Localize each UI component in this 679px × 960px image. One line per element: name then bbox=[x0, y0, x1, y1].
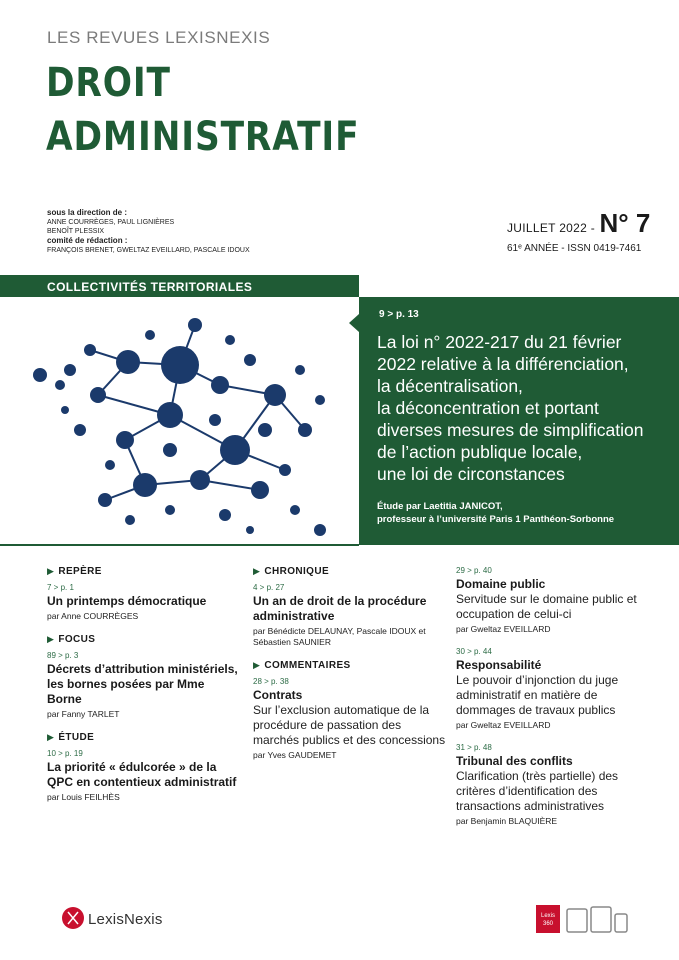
headline-line: diverses mesures de simplification bbox=[377, 420, 644, 440]
lexisnexis-logo-icon bbox=[60, 905, 86, 931]
feature-headline bbox=[377, 331, 677, 485]
journal-title-line1: DROIT bbox=[46, 60, 171, 106]
headline-line: 2022 relative à la différenciation, bbox=[377, 354, 629, 374]
item-author: par Louis FEILHÈS bbox=[47, 792, 120, 802]
feature-panel bbox=[359, 297, 679, 545]
item-author: par Yves GAUDEMET bbox=[253, 750, 337, 760]
editorial-direction bbox=[47, 208, 250, 255]
page-ref: 31 > p. 48 bbox=[456, 743, 492, 752]
section-label: ÉTUDE bbox=[58, 732, 95, 743]
feature-section: COLLECTIVITÉS TERRITORIALES bbox=[47, 280, 253, 294]
triangle-right-icon: ▶ bbox=[47, 732, 55, 742]
item-description: Le pouvoir d’injonction du juge administratif en matière de dommages de travaux publics bbox=[456, 673, 619, 717]
direction-names: ANNE COURRÈGES, PAUL LIGNIÈRES bbox=[47, 219, 175, 226]
item-description: Servitude sur le domaine public et occupation de celui-ci bbox=[456, 592, 637, 621]
section-heading bbox=[47, 634, 242, 645]
item-description: Sur l’exclusion automatique de la procédure de passation des marchés publics et des concessions bbox=[253, 703, 446, 747]
page-ref: 30 > p. 44 bbox=[456, 647, 492, 656]
triangle-right-icon: ▶ bbox=[47, 634, 55, 644]
feature-byline bbox=[377, 500, 614, 526]
item-author: par Benjamin BLAQUIÈRE bbox=[456, 816, 558, 826]
item-title: Décrets d’attribution ministériels, les bornes posées par Mme Borne bbox=[47, 662, 238, 706]
lexis360-badge bbox=[536, 905, 560, 933]
contents-column-3 bbox=[456, 566, 656, 839]
badge-line: 360 bbox=[542, 921, 553, 927]
contents-item[interactable] bbox=[456, 743, 656, 827]
item-title: Un printemps démocratique bbox=[47, 594, 207, 608]
page-ref: 28 > p. 38 bbox=[253, 677, 289, 686]
contents-item[interactable] bbox=[47, 583, 242, 622]
item-author: par Gweltaz EVEILLARD bbox=[456, 720, 551, 730]
item-title: Responsabilité bbox=[456, 658, 542, 672]
item-title: Domaine public bbox=[456, 577, 546, 591]
section-heading bbox=[47, 732, 242, 743]
item-title: Tribunal des conflits bbox=[456, 754, 573, 768]
contents-item[interactable] bbox=[47, 749, 242, 803]
issue-month: JUILLET 2022 - bbox=[507, 221, 596, 235]
section-label: FOCUS bbox=[58, 634, 96, 645]
contents-column-2 bbox=[253, 566, 448, 773]
section-heading bbox=[253, 566, 448, 577]
france-network-illustration bbox=[20, 300, 340, 540]
triangle-right-icon: ▶ bbox=[253, 660, 261, 670]
contents-item[interactable] bbox=[456, 566, 656, 635]
item-author: par Bénédicte DELAUNAY, Pascale IDOUX et Sébastien SAUNIER bbox=[253, 626, 426, 647]
triangle-right-icon: ▶ bbox=[47, 566, 55, 576]
committee-names: FRANÇOIS BRENET, GWELTAZ EVEILLARD, PASCALE IDOUX bbox=[47, 247, 250, 254]
committee-label: comité de rédaction : bbox=[47, 236, 128, 245]
section-label: COMMENTAIRES bbox=[264, 660, 351, 671]
section-heading bbox=[253, 660, 448, 671]
feature-page-ref: 9 > p. 13 bbox=[379, 309, 419, 320]
item-title: La priorité « édulcorée » de la QPC en contentieux administratif bbox=[47, 760, 237, 789]
byline-affiliation: professeur à l’université Paris 1 Panthéon-Sorbonne bbox=[377, 514, 615, 525]
issue-number: N° 7 bbox=[599, 208, 651, 238]
item-title: Un an de droit de la procédure administrative bbox=[253, 594, 427, 623]
item-description: Clarification (très partielle) des critères d’identification des transactions administratives bbox=[456, 769, 619, 813]
contents-item[interactable] bbox=[253, 583, 448, 648]
issue-info bbox=[507, 208, 650, 239]
section-label: CHRONIQUE bbox=[264, 566, 330, 577]
journal-title-line2: ADMINISTRATIF bbox=[46, 114, 360, 160]
triangle-right-icon: ▶ bbox=[253, 566, 261, 576]
headline-line: La loi n° 2022-217 du 21 février bbox=[377, 332, 622, 352]
item-title: Contrats bbox=[253, 688, 303, 702]
publisher-name: LexisNexis bbox=[88, 911, 163, 928]
headline-line: de l’action publique locale, bbox=[377, 442, 583, 462]
page-ref: 89 > p. 3 bbox=[47, 651, 79, 660]
badge-line: Lexis bbox=[540, 913, 555, 919]
headline-line: une loi de circonstances bbox=[377, 464, 565, 484]
page-ref: 10 > p. 19 bbox=[47, 749, 83, 758]
contents-item[interactable] bbox=[253, 677, 448, 761]
callout-triangle-icon bbox=[349, 314, 359, 332]
direction-names-2: BENOÎT PLESSIX bbox=[47, 228, 105, 235]
feature-section-bar bbox=[0, 275, 359, 297]
headline-line: la déconcentration et portant bbox=[377, 398, 599, 418]
contents-item[interactable] bbox=[47, 651, 242, 720]
page-ref: 4 > p. 27 bbox=[253, 583, 285, 592]
item-author: par Anne COURRÈGES bbox=[47, 611, 139, 621]
issn: 61ᵉ ANNÉE - ISSN 0419-7461 bbox=[507, 243, 642, 254]
divider bbox=[0, 544, 359, 546]
devices-icon bbox=[566, 906, 630, 934]
contents-column-1 bbox=[47, 566, 242, 815]
page-ref: 29 > p. 40 bbox=[456, 566, 492, 575]
page-ref: 7 > p. 1 bbox=[47, 583, 74, 592]
contents-item[interactable] bbox=[456, 647, 656, 731]
item-author: par Gweltaz EVEILLARD bbox=[456, 624, 551, 634]
headline-line: la décentralisation, bbox=[377, 376, 523, 396]
byline-author: Étude par Laetitia JANICOT, bbox=[377, 501, 503, 512]
section-label: REPÈRE bbox=[58, 566, 102, 577]
direction-label: sous la direction de : bbox=[47, 208, 128, 217]
series-name: LES REVUES LEXISNEXIS bbox=[47, 28, 271, 47]
section-heading bbox=[47, 566, 242, 577]
item-author: par Fanny TARLET bbox=[47, 709, 120, 719]
